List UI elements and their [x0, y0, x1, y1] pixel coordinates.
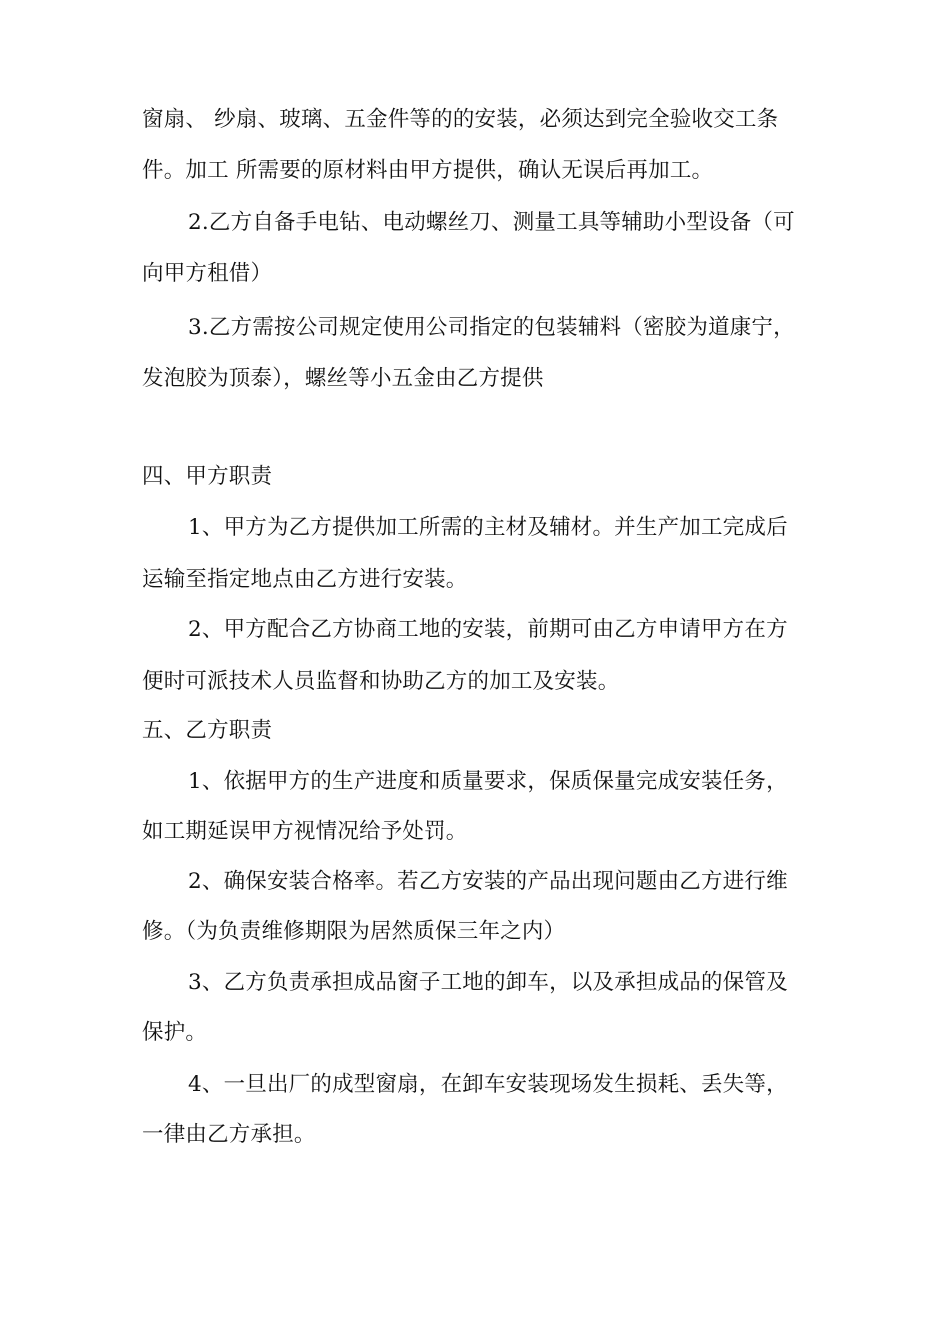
text-line: 3.乙方需按公司规定使用公司指定的包装辅料（密胶为道康宁，: [188, 315, 795, 340]
text-line: 保护。: [142, 1020, 208, 1045]
text-line: 向甲方租借）: [142, 261, 273, 286]
text-line: 2、确保安装合格率。若乙方安装的产品出现问题由乙方进行维: [188, 869, 788, 894]
text-line: 2.乙方自备手电钻、电动螺丝刀、测量工具等辅助小型设备（可: [188, 210, 795, 235]
text-line: 4、一旦出厂的成型窗扇，在卸车安装现场发生损耗、丢失等，: [188, 1072, 788, 1097]
text-line: 发泡胶为顶泰），螺丝等小五金由乙方提供: [142, 366, 544, 391]
section-heading: 五、乙方职责: [142, 718, 273, 743]
section-heading: 四、甲方职责: [142, 464, 273, 489]
text-line: 件。加工 所需要的原材料由甲方提供，确认无误后再加工。: [142, 158, 714, 183]
text-line: 窗扇、 纱扇、玻璃、五金件等的的安装，必须达到完全验收交工条: [142, 107, 779, 132]
text-line: 一律由乙方承担。: [142, 1122, 316, 1147]
text-line: 运输至指定地点由乙方进行安装。: [142, 567, 468, 592]
text-line: 修。（为负责维修期限为居然质保三年之内）: [142, 919, 566, 944]
text-line: 1、甲方为乙方提供加工所需的主材及辅材。并生产加工完成后: [188, 515, 788, 540]
text-line: 便时可派技术人员监督和协助乙方的加工及安装。: [142, 669, 620, 694]
text-line: 1、依据甲方的生产进度和质量要求，保质保量完成安装任务，: [188, 769, 788, 794]
text-line: 如工期延误甲方视情况给予处罚。: [142, 819, 468, 844]
text-line: 2、甲方配合乙方协商工地的安装，前期可由乙方申请甲方在方: [188, 617, 788, 642]
text-line: 3、乙方负责承担成品窗子工地的卸车，以及承担成品的保管及: [188, 970, 788, 995]
